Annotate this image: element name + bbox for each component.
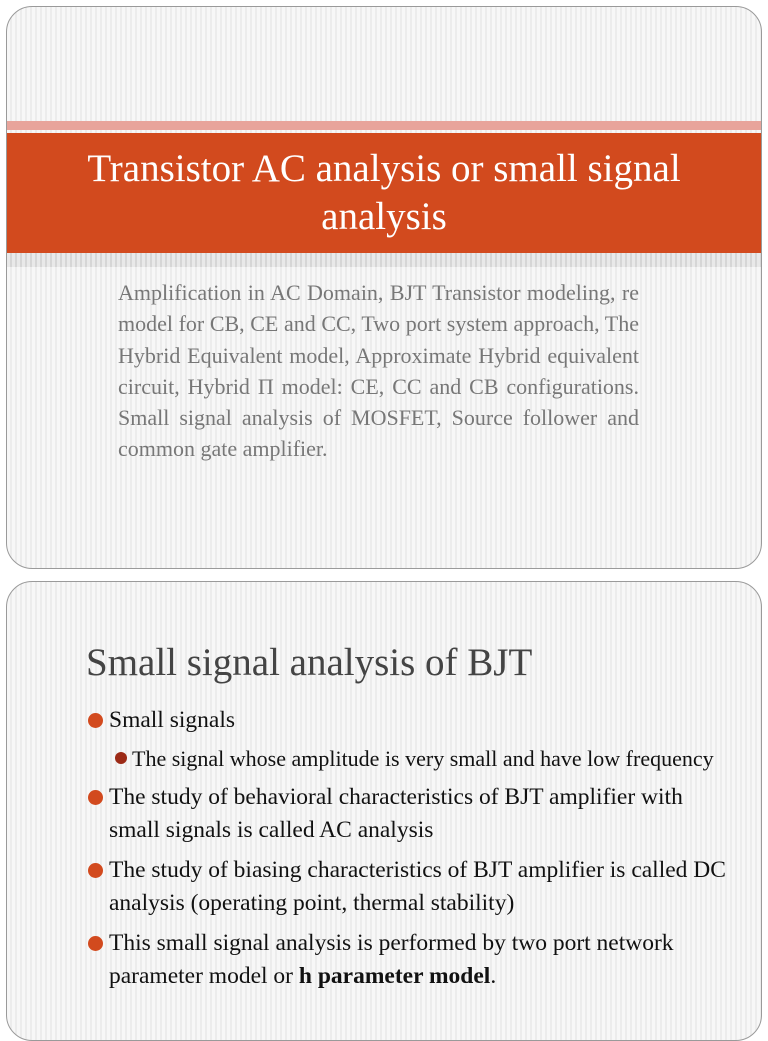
bullet-dot-icon [88, 936, 103, 951]
sub-bullet-text: The signal whose amplitude is very small and have low frequency [132, 746, 714, 771]
title-band [7, 121, 761, 272]
bullet-item [109, 704, 739, 737]
bullet-text-post: . [490, 963, 497, 989]
bullet-item [109, 781, 739, 847]
bullet-dot-icon [88, 713, 103, 728]
bullet-text [109, 930, 674, 989]
bullet-item [109, 927, 739, 993]
bullet-text-bold: h parameter model [298, 963, 491, 989]
bullet-dot-icon [88, 790, 103, 805]
bullet-text: The study of biasing characteristics of BJT amplifier is called DC analysis (operating point, thermal stability) [109, 857, 726, 916]
slide-1 [6, 6, 762, 569]
title-band-shadow [7, 253, 761, 267]
bullet-dot-icon [88, 863, 103, 878]
bullet-text-pre: This small signal analysis is performed by two port network parameter model or [109, 930, 674, 989]
title-band-main [7, 133, 761, 253]
bullet-item [109, 854, 739, 920]
title-band-top-stripe [7, 121, 761, 130]
bullet-list [7, 704, 761, 1000]
slide-subtitle: Amplification in AC Domain, BJT Transistor modeling, re model for CB, CE and CC, Two port system approach, The Hybrid Equivalent model, Approximate Hybrid equivalent circuit, Hybrid Π model: CE, CC and CB configurations. Small signal analysis of MOSFET, Source follower and common gate amplifier. [118, 280, 639, 462]
slide-2 [6, 581, 762, 1041]
sub-bullet-item [132, 744, 732, 774]
slide-title: Transistor AC analysis or small signal analysis [87, 147, 681, 238]
bullet-text: Small signals [109, 707, 235, 733]
slide-heading: Small signal analysis of BJT [86, 641, 533, 684]
bullet-text: The study of behavioral characteristics of BJT amplifier with small signals is called AC analysis [109, 784, 683, 843]
sub-bullet-dot-icon [115, 752, 127, 764]
